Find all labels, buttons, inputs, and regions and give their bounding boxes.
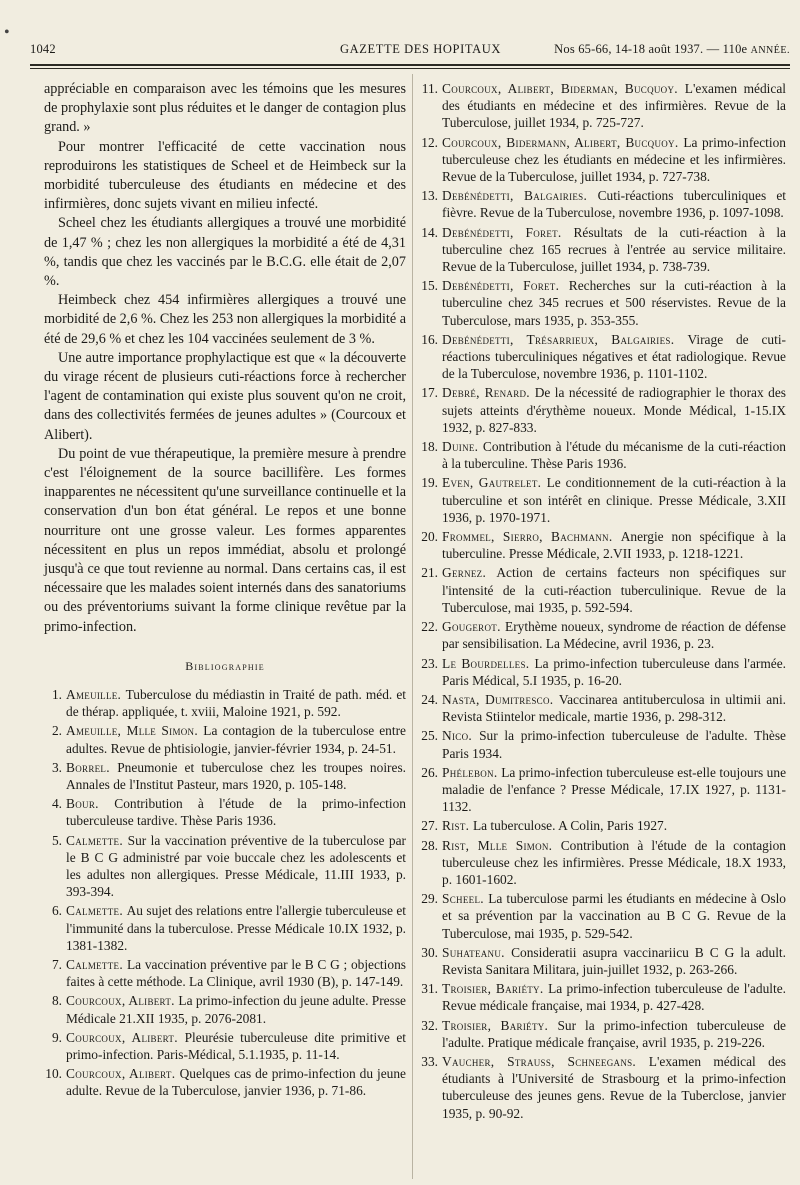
reference-text: Au sujet des relations entre l'allergie tuberculeuse et l'immunité dans la tuberculose. Presse Médicale 10.IX 1932, p. 1381-1382. bbox=[66, 903, 406, 953]
reference-text: De la nécessité de radiographier le thorax des sujets atteints d'érythème noueux. Monde Médical, 1-15.IX 1932, p. 827-833. bbox=[442, 385, 787, 435]
reference-author: Even, Gautrelet. bbox=[442, 475, 547, 491]
paragraph: Scheel chez les étudiants allergiques a trouvé une morbidité de 1,47 % ; chez les non allergiques la morbidité a été de 4,31 %, tandis que chez les vaccinés par le B.C.G. elle était de 2,07 %. bbox=[44, 215, 406, 290]
reference-text: Contribution à l'étude de la contagion tuberculeuse chez les infirmières. Presse Médicale, 18.X 1933, p. 1601-1602. bbox=[442, 837, 786, 887]
reference-item bbox=[44, 992, 406, 1026]
reference-text: Erythème noueux, syndrome de réaction de défense par sensibilisation. La Médecine, avril 1936, p. 23. bbox=[442, 619, 786, 652]
reference-item bbox=[420, 224, 786, 276]
reference-text: L'examen médical des étudiants à l'Université de Strasbourg et la primo-infection tuberculeuse des jeunes gens. Revue de la Tuberclose, janvier 1935, p. 90-92. bbox=[442, 1053, 787, 1121]
reference-number: 26. bbox=[421, 764, 438, 780]
reference-item bbox=[44, 832, 406, 901]
reference-text: Action de certains facteurs non spécifiques sur l'intensité de la cuti-réaction tuberculinique. Revue de la Tuberculose, mai 1935, p. 592-594. bbox=[442, 565, 786, 615]
reference-number: 1. bbox=[51, 686, 62, 702]
reference-author: Gernez. bbox=[442, 565, 497, 581]
reference-text: Virage de cuti-réactions tuberculiniques négatives et état radiologique. Revue de la Tuberculose, novembre 1936, p. 1101-1102. bbox=[442, 331, 787, 382]
reference-item bbox=[420, 438, 786, 472]
reference-author: Calmette. bbox=[66, 903, 127, 919]
bibliography-title: Bibliographie bbox=[185, 658, 265, 673]
reference-number: 6. bbox=[51, 903, 62, 919]
issue-date: Nos 65-66, 14-18 août 1937. — 110e bbox=[554, 42, 748, 56]
reference-text: Le conditionnement de la cuti-réaction à la tuberculine et son intérêt en clinique. Presse Médicale, 3.XII 1936, p. 1970-1971. bbox=[442, 475, 787, 525]
reference-item bbox=[420, 277, 786, 329]
reference-item bbox=[44, 956, 406, 990]
reference-number: 16. bbox=[421, 331, 438, 347]
reference-number: 24. bbox=[421, 691, 438, 707]
reference-item bbox=[420, 1053, 786, 1122]
reference-text: Sur la primo-infection tuberculeuse de l'adulte. Pratique médicale française, avril 1935, p. 219-226. bbox=[442, 1017, 786, 1050]
reference-text: Recherches sur la cuti-réaction à la tuberculine chez 345 recrues et 500 réservistes. Revue de la Tuberculose, mars 1935, p. 353-355. bbox=[442, 278, 786, 328]
reference-item bbox=[420, 817, 786, 834]
reference-author: Borrel. bbox=[66, 759, 118, 775]
reference-item bbox=[420, 764, 786, 816]
reference-author: Debénédetti, Foret. bbox=[442, 278, 569, 294]
reference-text: La primo-infection tuberculeuse dans l'armée. Paris Médical, 5.I 1935, p. 16-20. bbox=[442, 655, 786, 688]
reference-text: L'examen médical des étudiants en médecine et des infirmières. Revue de la Tuberculose, juillet 1934, p. 725-727. bbox=[442, 81, 786, 131]
reference-author: Courcoux, Alibert. bbox=[66, 1066, 180, 1082]
reference-text: Résultats de la cuti-réaction à la tuberculine chez 165 recrues à l'entrée au service militaire. Revue de la Tuberculose, juillet 1934, p. 738-739. bbox=[442, 224, 786, 275]
reference-item bbox=[44, 686, 406, 720]
issue-info bbox=[554, 42, 790, 57]
reference-text: La tuberculose parmi les étudiants en médecine à Oslo et sa prévention par la vaccination au B C G. Revue de la Tuberculose, mai 1935, p. 529-542. bbox=[442, 891, 786, 941]
right-column bbox=[420, 80, 786, 1124]
reference-text: La contagion de la tuberculose entre adultes. Revue de phtisiologie, janvier-février 1934, p. 24-51. bbox=[66, 723, 407, 756]
header-rule-thin bbox=[30, 68, 790, 69]
reference-number: 31. bbox=[421, 981, 438, 997]
reference-number: 33. bbox=[421, 1053, 438, 1069]
reference-author: Le Bourdelles. bbox=[442, 655, 535, 671]
reference-text: Sur la vaccination préventive de la tuberculose par le B C G administré par voie buccale chez les adolescents et les adultes non allergiques. Presse Médicale, 11.III 1933, p. 393-394. bbox=[66, 832, 406, 900]
reference-item bbox=[420, 837, 786, 889]
reference-author: Calmette. bbox=[66, 956, 127, 972]
reference-number: 25. bbox=[421, 728, 438, 744]
reference-text: La primo-infection tuberculeuse chez les étudiants en médecine et les infirmières. Revue de la Tuberculose, juillet 1934, p. 727-738. bbox=[442, 134, 786, 185]
reference-number: 8. bbox=[51, 993, 62, 1009]
reference-number: 11. bbox=[421, 81, 438, 96]
reference-text: La primo-infection du jeune adulte. Presse Médicale 21.XII 1935, p. 2076-2081. bbox=[66, 993, 406, 1026]
reference-author: Troisier, Bariéty. bbox=[442, 1017, 558, 1033]
reference-list-right bbox=[420, 80, 786, 1122]
reference-number: 28. bbox=[421, 837, 438, 853]
reference-item bbox=[420, 890, 786, 942]
reference-number: 5. bbox=[51, 832, 62, 848]
reference-number: 13. bbox=[421, 188, 438, 204]
reference-item bbox=[44, 1065, 406, 1099]
reference-text: Contribution à l'étude de la primo-infection tuberculeuse tardive. Thèse Paris 1936. bbox=[66, 796, 406, 829]
journal-title: GAZETTE DES HOPITAUX bbox=[340, 42, 501, 56]
reference-author: Ameuille. bbox=[66, 686, 126, 702]
reference-author: Vaucher, Strauss, Schneegans. bbox=[442, 1053, 649, 1069]
reference-item bbox=[44, 722, 406, 756]
reference-item bbox=[420, 187, 786, 221]
reference-author: Scheel. bbox=[442, 891, 489, 907]
reference-author: Courcoux, Bidermann, Alibert, Bucquoy. bbox=[442, 134, 684, 150]
reference-author: Ameuille, Mlle Simon. bbox=[66, 723, 204, 739]
reference-author: Courcoux, Alibert, Biderman, Bucquoy. bbox=[442, 81, 685, 96]
reference-item bbox=[420, 528, 786, 562]
paragraph: Du point de vue thérapeutique, la première mesure à prendre c'est l'éloignement de la source bacillifère. Les formes inapparentes ne nécessitent qu'une surveillance continuelle et la conservation d'un bon état général. Le repos et une bonne nourriture ont une grosse valeur. Les formes apparentes nécessitent en plus un repos immédiat, absolu et prolongé jusqu'à ce que tout revienne au normal. Dans certains cas, il est nécessaire que les malades soient internés dans des sanatoriums ou des préventoriums suivant la forme clinique revêtue par la primo-infection. bbox=[44, 445, 406, 635]
year-label: ANNÉE. bbox=[750, 45, 790, 56]
reference-author: Debénédetti, Foret. bbox=[442, 224, 574, 240]
page-number: 1042 bbox=[30, 42, 56, 56]
reference-text: Vaccinarea antituberculosa in ultimii ani. Revista Stiintelor medicale, martie 1936, p. 298-312. bbox=[442, 691, 787, 725]
reference-text: La tuberculose. A Colin, Paris 1927. bbox=[472, 818, 668, 834]
page-header bbox=[30, 38, 790, 62]
left-column bbox=[44, 80, 406, 1102]
paragraph: Pour montrer l'efficacité de cette vaccination nous reproduirons les statistiques de Scheel et de Heimbeck sur la morbidité tuberculeuse des étudiants en médecine et des infirmières, donc sujets vivant en milieu infecté. bbox=[44, 138, 406, 213]
reference-text: Anergie non spécifique à la tuberculine. Presse Médicale, 2.VII 1933, p. 1218-1221. bbox=[442, 529, 786, 562]
reference-author: Rist. bbox=[442, 818, 473, 834]
reference-author: Calmette. bbox=[66, 832, 128, 848]
reference-author: Debénédetti, Trésarrieux, Balgairies. bbox=[442, 331, 688, 347]
reference-number: 23. bbox=[421, 655, 438, 671]
reference-number: 2. bbox=[51, 723, 62, 739]
paragraph: Une autre importance prophylactique est que « la découverte du virage récent de plusieurs cuti-réactions force à rechercher l'agent de contamination qui existe plus souvent qu'on ne croit, dans des collectivités fermées de jeunes adultes » (Courcoux et Alibert). bbox=[44, 349, 406, 443]
reference-item bbox=[44, 1029, 406, 1063]
reference-number: 9. bbox=[51, 1029, 62, 1045]
reference-item bbox=[420, 944, 786, 978]
reference-text: Sur la primo-infection tuberculeuse de l'adulte. Thèse Paris 1934. bbox=[442, 728, 787, 761]
reference-number: 32. bbox=[421, 1017, 438, 1033]
reference-text: Tuberculose du médiastin in Traité de path. méd. et de thérap. appliquée, t. xviii, Maloine 1921, p. 592. bbox=[66, 686, 406, 720]
reference-number: 10. bbox=[45, 1066, 62, 1082]
reference-text: La primo-infection tuberculeuse est-elle toujours une maladie de l'enfance ? Presse Médicale, 17.IX 1927, p. 1131-1132. bbox=[442, 764, 787, 815]
reference-item bbox=[420, 474, 786, 526]
reference-author: Nasta, Dumitresco. bbox=[442, 691, 559, 707]
reference-number: 17. bbox=[421, 385, 438, 401]
reference-text: Cuti-réactions tuberculiniques et fièvre. Revue de la Tuberculose, novembre 1936, p. 1097-1098. bbox=[442, 188, 786, 221]
reference-author: Troisier, Bariéty. bbox=[442, 981, 549, 997]
reference-item bbox=[420, 655, 786, 689]
reference-item bbox=[420, 618, 786, 652]
reference-item bbox=[420, 80, 786, 132]
reference-item bbox=[420, 331, 786, 383]
reference-list-left bbox=[44, 686, 406, 1100]
reference-author: Courcoux, Alibert. bbox=[66, 993, 179, 1009]
reference-author: Duine. bbox=[442, 439, 483, 455]
reference-number: 18. bbox=[421, 439, 438, 455]
reference-number: 30. bbox=[421, 944, 438, 960]
reference-author: Courcoux, Alibert. bbox=[66, 1029, 185, 1045]
reference-author: Frommel, Sierro, Bachmann. bbox=[442, 529, 621, 545]
margin-mark: • bbox=[4, 24, 10, 41]
reference-author: Debré, Renard. bbox=[442, 385, 535, 401]
reference-number: 14. bbox=[421, 224, 438, 240]
reference-author: Debénédetti, Balgairies. bbox=[442, 188, 598, 204]
reference-number: 22. bbox=[421, 619, 438, 635]
reference-item bbox=[420, 134, 786, 186]
reference-item bbox=[420, 384, 786, 436]
reference-item bbox=[44, 759, 406, 793]
reference-item bbox=[44, 795, 406, 829]
reference-author: Gougerot. bbox=[442, 619, 506, 635]
reference-number: 19. bbox=[421, 475, 438, 491]
reference-text: La vaccination préventive par le B C G ; objections faites à cette méthode. La Clinique, avril 1930 (B), p. 147-149. bbox=[66, 956, 406, 990]
reference-author: Suhateanu. bbox=[442, 944, 512, 960]
reference-text: Pneumonie et tuberculose chez les troupes noires. Annales de l'Institut Pasteur, mars 1920, p. 105-148. bbox=[66, 759, 407, 792]
reference-text: Pleurésie tuberculeuse dite primitive et primo-infection. Paris-Médical, 5.1.1935, p. 11-14. bbox=[66, 1029, 406, 1062]
reference-text: Quelques cas de primo-infection du jeune adulte. Revue de la Tuberculose, janvier 1936, p. 71-86. bbox=[66, 1066, 406, 1099]
reference-item bbox=[44, 902, 406, 954]
reference-number: 4. bbox=[51, 796, 62, 812]
reference-item bbox=[420, 727, 786, 761]
reference-author: Phélebon. bbox=[442, 764, 502, 780]
reference-item bbox=[420, 980, 786, 1014]
column-divider bbox=[412, 74, 413, 1179]
reference-text: La primo-infection tuberculeuse de l'adulte. Revue médicale française, mai 1934, p. 427-428. bbox=[442, 981, 787, 1014]
reference-text: Contribution à l'étude du mécanisme de la cuti-réaction à la tuberculine. Thèse Paris 1936. bbox=[442, 439, 786, 472]
reference-number: 29. bbox=[421, 891, 438, 907]
reference-item bbox=[420, 564, 786, 616]
paragraph: Heimbeck chez 454 infirmières allergiques a trouvé une morbidité de 2,6 %. Chez les 253 non allergiques la morbidité a été de 29,6 % et chez les 104 vaccinées seulement de 3 %. bbox=[44, 292, 406, 347]
reference-number: 27. bbox=[421, 818, 438, 834]
reference-number: 21. bbox=[421, 565, 438, 581]
reference-number: 7. bbox=[51, 956, 62, 972]
header-rule-thick bbox=[30, 64, 790, 66]
reference-item bbox=[420, 1017, 786, 1051]
reference-number: 12. bbox=[421, 134, 438, 150]
reference-number: 20. bbox=[421, 529, 438, 545]
reference-number: 3. bbox=[51, 759, 62, 775]
reference-text: Consideratii asupra vaccinariicu B C G la adult. Revista Sanitara Militara, juin-juillet 1932, p. 263-266. bbox=[442, 944, 786, 977]
paragraph: appréciable en comparaison avec les témoins que les mesures de prophylaxie sont plus réduites et le danger de contagion plus grand. » bbox=[44, 81, 406, 136]
reference-author: Rist, Mlle Simon. bbox=[442, 837, 561, 853]
reference-item bbox=[420, 691, 786, 725]
reference-author: Bour. bbox=[66, 796, 115, 812]
reference-author: Nico. bbox=[442, 728, 480, 744]
reference-number: 15. bbox=[421, 278, 438, 294]
